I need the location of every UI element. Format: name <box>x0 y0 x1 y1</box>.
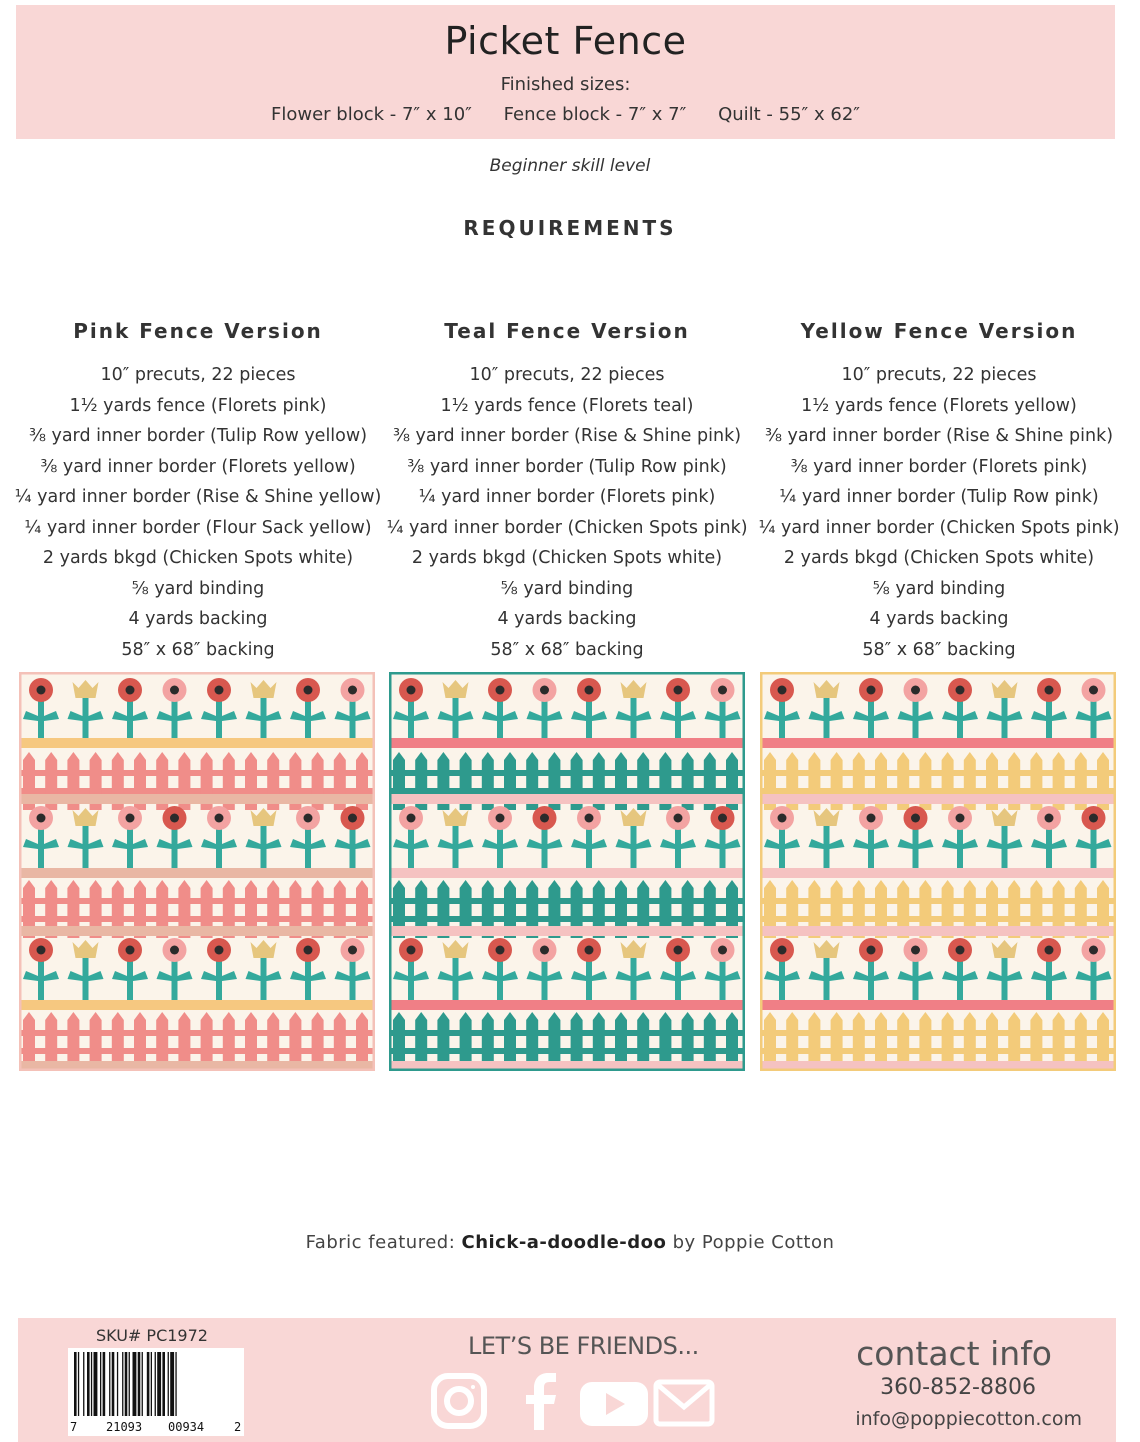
flower-center <box>348 946 357 955</box>
flower-stem <box>350 696 356 740</box>
flower-stem <box>497 824 503 868</box>
flower-stem <box>824 956 830 1000</box>
skill-level: Beginner skill level <box>489 156 651 176</box>
flower-center <box>540 814 549 823</box>
flower-stem <box>38 956 44 1000</box>
barcode-digit-group: 21093 <box>106 1420 143 1434</box>
flower-stem <box>868 956 874 1000</box>
flower-center <box>215 686 224 695</box>
column-title: Teal Fence Version <box>444 319 690 343</box>
flower-stem <box>261 824 267 868</box>
inner-border-band <box>19 868 375 878</box>
fabric-name: Chick-a-doodle-doo <box>461 1232 667 1253</box>
lets-be-friends: LET’S BE FRIENDS... <box>468 1332 699 1360</box>
flower-stem <box>586 956 592 1000</box>
contact-phone[interactable]: 360-852-8806 <box>880 1375 1036 1400</box>
flower-stem <box>127 696 133 740</box>
flower-center <box>496 814 505 823</box>
requirements-list <box>754 360 1124 665</box>
facebook-icon[interactable] <box>526 1373 556 1430</box>
flower-stem <box>542 956 548 1000</box>
list-item: ¼ yard inner border (Tulip Row pink) <box>779 487 1099 507</box>
footer-banner <box>18 1318 1116 1442</box>
inner-border-band <box>760 868 1116 878</box>
flower-center <box>956 686 965 695</box>
contact-info-heading: contact info <box>856 1334 1052 1373</box>
flower-stem <box>83 824 89 868</box>
flower-stem <box>1046 824 1052 868</box>
flower-stem <box>779 824 785 868</box>
flower-stem <box>408 956 414 1000</box>
flower-center <box>1045 946 1054 955</box>
flower-center <box>674 814 683 823</box>
teal-quilt-image <box>389 672 745 1071</box>
flower-stem <box>172 956 178 1000</box>
list-item: 58″ x 68″ backing <box>862 639 1016 660</box>
flower-stem <box>586 696 592 740</box>
teal-quilt-illustration <box>389 672 745 1071</box>
barcode-bar <box>100 1352 101 1416</box>
list-item: 10″ precuts, 22 pieces <box>469 365 665 385</box>
flower-stem <box>631 824 637 868</box>
list-item: ⅜ yard inner border (Rise & Shine pink) <box>764 426 1114 446</box>
flower-stem <box>38 696 44 740</box>
flower-stem <box>720 824 726 868</box>
barcode-bar <box>94 1352 98 1416</box>
flower-center <box>170 946 179 955</box>
barcode-bar <box>122 1352 123 1416</box>
flower-center <box>911 814 920 823</box>
flower-stem <box>631 696 637 740</box>
email-icon[interactable] <box>656 1382 712 1424</box>
flower-stem <box>261 696 267 740</box>
flower-stem <box>305 824 311 868</box>
list-item: 10″ precuts, 22 pieces <box>841 365 1037 385</box>
flower-stem <box>957 696 963 740</box>
fence-block-size: Fence block - 7″ x 7″ <box>503 104 687 125</box>
youtube-icon[interactable] <box>580 1382 648 1426</box>
list-item: ¼ yard inner border (Chicken Spots pink) <box>386 517 748 538</box>
inner-border-band <box>389 926 745 936</box>
list-item: 1½ yards fence (Florets teal) <box>440 395 694 416</box>
finished-sizes-label: Finished sizes: <box>500 74 631 95</box>
flower-stem <box>453 824 459 868</box>
flower-stem <box>586 824 592 868</box>
header-banner <box>16 5 1115 139</box>
list-item: 4 yards backing <box>128 609 268 629</box>
flower-stem <box>868 824 874 868</box>
barcode-bar <box>175 1352 176 1416</box>
finished-sizes <box>16 104 1115 125</box>
flower-center <box>674 946 683 955</box>
flower-stem <box>720 956 726 1000</box>
barcode-bar <box>133 1352 137 1416</box>
flower-center <box>540 686 549 695</box>
list-item: 2 yards bkgd (Chicken Spots white) <box>783 548 1095 568</box>
barcode-digit-group: 00934 <box>168 1420 205 1434</box>
list-item: 2 yards bkgd (Chicken Spots white) <box>42 548 354 568</box>
inner-border-band <box>19 1000 375 1010</box>
flower-block-size: Flower block - 7″ x 10″ <box>271 104 472 125</box>
flower-center <box>1089 686 1098 695</box>
pink-quilt-image <box>19 672 375 1071</box>
barcode-bar <box>117 1352 118 1416</box>
list-item: ⅜ yard inner border (Rise & Shine pink) <box>392 426 742 446</box>
list-item: ⅝ yard binding <box>500 578 634 599</box>
flower-stem <box>83 956 89 1000</box>
teal-version-column <box>382 318 752 665</box>
yellow-quilt-image <box>760 672 1116 1071</box>
flower-center <box>304 686 313 695</box>
flower-center <box>407 686 416 695</box>
fabric-suffix: by Poppie Cotton <box>666 1232 835 1253</box>
requirements-list <box>382 360 752 665</box>
barcode-digits <box>68 1420 244 1436</box>
flower-center <box>1045 686 1054 695</box>
list-item: ⅜ yard inner border (Florets yellow) <box>40 456 356 477</box>
list-item: 4 yards backing <box>497 609 637 629</box>
flower-stem <box>779 956 785 1000</box>
flower-stem <box>83 696 89 740</box>
flower-stem <box>868 696 874 740</box>
flower-center <box>778 814 787 823</box>
flower-center <box>956 946 965 955</box>
flower-center <box>170 814 179 823</box>
flower-center <box>585 686 594 695</box>
barcode-bar <box>138 1352 141 1416</box>
flower-stem <box>216 824 222 868</box>
flower-center <box>304 814 313 823</box>
inner-border-band <box>19 794 375 804</box>
barcode-bar <box>147 1352 150 1416</box>
flower-stem <box>497 956 503 1000</box>
inner-border-band <box>760 794 1116 804</box>
flower-center <box>215 814 224 823</box>
flower-stem <box>127 824 133 868</box>
column-title: Pink Fence Version <box>73 319 323 343</box>
list-item: 1½ yards fence (Florets yellow) <box>801 395 1077 416</box>
list-item: ¼ yard inner border (Florets pink) <box>418 487 716 507</box>
flower-center <box>126 814 135 823</box>
barcode-bar <box>112 1352 115 1416</box>
flower-stem <box>1091 824 1097 868</box>
pink-version-column <box>13 318 383 665</box>
flower-stem <box>824 824 830 868</box>
flower-stem <box>1091 956 1097 1000</box>
barcode-bar <box>168 1352 169 1416</box>
flower-center <box>718 686 727 695</box>
barcode-bar <box>83 1352 84 1416</box>
flower-center <box>407 814 416 823</box>
list-item: 2 yards bkgd (Chicken Spots white) <box>411 548 723 568</box>
barcode-digit-group: 7 <box>70 1420 78 1434</box>
barcode-bar <box>78 1352 79 1416</box>
inner-border-band <box>19 738 375 748</box>
list-item: ¼ yard inner border (Rise & Shine yellow) <box>14 487 382 507</box>
barcode-digit-group: 2 <box>234 1420 242 1434</box>
barcode-bar <box>103 1352 106 1416</box>
list-item: 58″ x 68″ backing <box>121 639 275 660</box>
flower-center <box>348 686 357 695</box>
contact-email[interactable]: info@poppiecotton.com <box>855 1408 1082 1430</box>
flower-stem <box>542 696 548 740</box>
requirements-heading: REQUIREMENTS <box>463 216 677 240</box>
flower-center <box>170 686 179 695</box>
flower-stem <box>1091 696 1097 740</box>
flower-center <box>1089 946 1098 955</box>
flower-center <box>496 686 505 695</box>
list-item: ⅜ yard inner border (Florets pink) <box>790 456 1088 477</box>
fabric-prefix: Fabric featured: <box>305 1232 462 1253</box>
inner-border-band <box>760 738 1116 748</box>
flower-stem <box>216 696 222 740</box>
flower-center <box>867 814 876 823</box>
social-icons <box>430 1370 720 1434</box>
list-item: 58″ x 68″ backing <box>490 639 644 660</box>
flower-stem <box>913 696 919 740</box>
flower-center <box>407 946 416 955</box>
flower-center <box>1045 814 1054 823</box>
flower-center <box>304 946 313 955</box>
flower-stem <box>453 956 459 1000</box>
list-item: ⅝ yard binding <box>131 578 265 599</box>
instagram-icon[interactable] <box>434 1376 484 1426</box>
list-item: ⅜ yard inner border (Tulip Row yellow) <box>28 426 368 446</box>
flower-stem <box>408 696 414 740</box>
flower-stem <box>1046 696 1052 740</box>
flower-center <box>718 814 727 823</box>
flower-center <box>956 814 965 823</box>
fabric-featured <box>0 1232 1140 1253</box>
inner-border-band <box>389 794 745 804</box>
flower-stem <box>957 956 963 1000</box>
flower-stem <box>408 824 414 868</box>
yellow-quilt-illustration <box>760 672 1116 1071</box>
flower-stem <box>1046 956 1052 1000</box>
barcode-bar <box>155 1352 156 1416</box>
barcode-bar <box>91 1352 92 1416</box>
flower-center <box>778 946 787 955</box>
flower-stem <box>1002 696 1008 740</box>
page-title: Picket Fence <box>444 19 687 63</box>
inner-border-band <box>760 1000 1116 1010</box>
list-item: ¼ yard inner border (Chicken Spots pink) <box>758 517 1120 538</box>
flower-stem <box>350 824 356 868</box>
list-item: 10″ precuts, 22 pieces <box>100 365 296 385</box>
flower-stem <box>779 696 785 740</box>
flower-stem <box>675 956 681 1000</box>
flower-stem <box>305 956 311 1000</box>
inner-border-band <box>760 926 1116 936</box>
flower-stem <box>38 824 44 868</box>
flower-stem <box>957 824 963 868</box>
flower-center <box>126 686 135 695</box>
flower-center <box>911 686 920 695</box>
flower-center <box>37 946 46 955</box>
column-title: Yellow Fence Version <box>800 319 1078 343</box>
inner-border-band <box>389 1000 745 1010</box>
barcode-bar <box>87 1352 90 1416</box>
flower-center <box>778 686 787 695</box>
list-item: 1½ yards fence (Florets pink) <box>69 395 327 416</box>
flower-center <box>1089 814 1098 823</box>
flower-stem <box>720 696 726 740</box>
flower-stem <box>305 696 311 740</box>
yellow-version-column <box>754 318 1124 665</box>
flower-stem <box>127 956 133 1000</box>
flower-center <box>37 814 46 823</box>
flower-stem <box>631 956 637 1000</box>
flower-stem <box>172 696 178 740</box>
barcode-bar <box>157 1352 161 1416</box>
flower-stem <box>216 956 222 1000</box>
flower-center <box>867 946 876 955</box>
barcode-bar <box>170 1352 174 1416</box>
quilt-size: Quilt - 55″ x 62″ <box>718 104 860 125</box>
flower-center <box>911 946 920 955</box>
barcode-bar <box>74 1352 77 1416</box>
flower-center <box>585 946 594 955</box>
flower-center <box>867 686 876 695</box>
barcode-bar <box>125 1352 128 1416</box>
flower-center <box>540 946 549 955</box>
pink-quilt-illustration <box>19 672 375 1071</box>
barcode-bars <box>68 1348 244 1420</box>
flower-stem <box>913 956 919 1000</box>
flower-stem <box>1002 824 1008 868</box>
barcode-bar <box>129 1352 130 1416</box>
list-item: 4 yards backing <box>869 609 1009 629</box>
flower-center <box>37 686 46 695</box>
list-item: ⅜ yard inner border (Tulip Row pink) <box>407 456 727 477</box>
flower-center <box>585 814 594 823</box>
list-item: ¼ yard inner border (Flour Sack yellow) <box>24 517 372 538</box>
flower-center <box>674 686 683 695</box>
flower-center <box>126 946 135 955</box>
flower-stem <box>913 824 919 868</box>
sku-label: SKU# PC1972 <box>96 1326 208 1345</box>
flower-center <box>496 946 505 955</box>
requirements-list <box>13 360 383 665</box>
list-item: ⅝ yard binding <box>872 578 1006 599</box>
flower-center <box>348 814 357 823</box>
flower-stem <box>350 956 356 1000</box>
flower-stem <box>261 956 267 1000</box>
barcode-bar <box>162 1352 165 1416</box>
barcode-bar <box>142 1352 143 1416</box>
barcode-bar <box>151 1352 152 1416</box>
flower-stem <box>675 824 681 868</box>
flower-stem <box>172 824 178 868</box>
flower-stem <box>824 696 830 740</box>
flower-stem <box>675 696 681 740</box>
flower-stem <box>542 824 548 868</box>
inner-border-band <box>19 926 375 936</box>
barcode <box>68 1348 244 1436</box>
barcode-bar <box>109 1352 110 1416</box>
flower-center <box>718 946 727 955</box>
flower-center <box>215 946 224 955</box>
inner-border-band <box>389 738 745 748</box>
inner-border-band <box>389 868 745 878</box>
flower-stem <box>1002 956 1008 1000</box>
flower-stem <box>497 696 503 740</box>
flower-stem <box>453 696 459 740</box>
